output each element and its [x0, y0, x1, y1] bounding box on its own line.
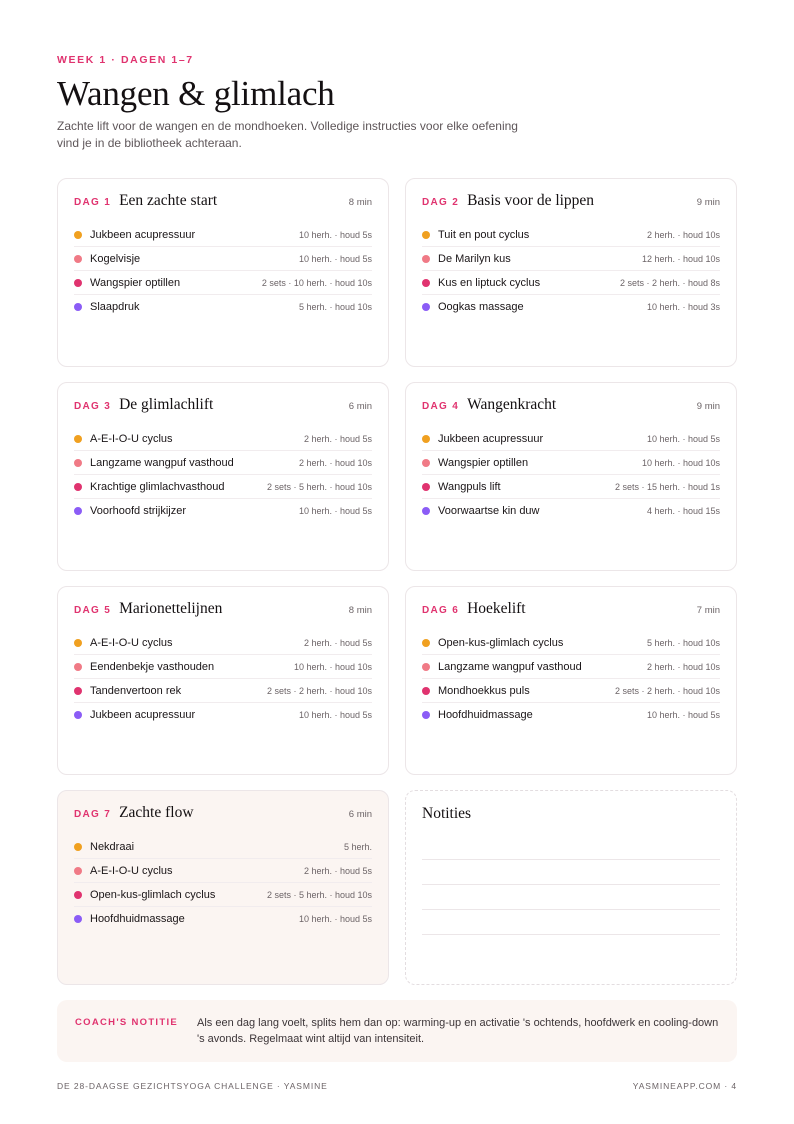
day-duration: 6 min: [348, 401, 372, 412]
exercise-detail: 10 herh. · houd 10s: [293, 661, 372, 672]
exercise-detail: 10 herh. · houd 5s: [298, 913, 372, 924]
exercise-name: Langzame wangpuf vasthoud: [90, 456, 234, 469]
day-name: De glimlachlift: [119, 396, 214, 413]
exercise-name: Kogelvisje: [90, 252, 141, 265]
exercise-name: Hoofdhuidmassage: [90, 912, 185, 925]
day-card-header: [74, 587, 372, 631]
exercise-row: [74, 703, 372, 726]
purple-dot-icon: [422, 507, 430, 515]
exercise-detail: 10 herh. · houd 5s: [298, 253, 372, 264]
exercise-name: Voorhoofd strijkijzer: [90, 504, 186, 517]
pink-dot-icon: [74, 687, 82, 695]
day-label: DAG 5: [74, 605, 112, 616]
exercise-row: [74, 679, 372, 703]
exercise-row: [74, 475, 372, 499]
exercise-row: [74, 451, 372, 475]
exercise-detail: 10 herh. · houd 5s: [298, 709, 372, 720]
pink-dot-icon: [74, 279, 82, 287]
exercise-name: Open-kus-glimlach cyclus: [438, 636, 564, 649]
note-line: [422, 860, 720, 885]
exercise-row: [422, 427, 720, 451]
exercise-detail: 10 herh. · houd 5s: [298, 229, 372, 240]
purple-dot-icon: [422, 303, 430, 311]
exercise-name: Krachtige glimlachvasthoud: [90, 480, 225, 493]
exercise-detail: 2 sets · 2 herh. · houd 10s: [266, 685, 372, 696]
exercise-detail: 2 sets · 2 herh. · houd 10s: [614, 685, 720, 696]
exercise-row: [74, 835, 372, 859]
day-name: Basis voor de lippen: [467, 192, 595, 209]
coach-note-text: Als een dag lang voelt, splits hem dan op: warming-up en activatie 's ochtends, hoofdwerk en cooling-down 's avonds. Regelmaat wint altijd van intensiteit.: [197, 1017, 719, 1045]
day-name: Zachte flow: [119, 804, 194, 821]
exercise-name: Kus en liptuck cyclus: [438, 276, 541, 289]
exercise-row: [422, 247, 720, 271]
pink-dot-icon: [422, 483, 430, 491]
day-label: DAG 1: [74, 197, 112, 208]
exercise-row: [74, 295, 372, 318]
exercise-name: Open-kus-glimlach cyclus: [90, 888, 216, 901]
day-label: DAG 2: [422, 197, 460, 208]
exercise-detail: 2 herh. · houd 10s: [298, 457, 372, 468]
day-duration: 8 min: [348, 605, 372, 616]
exercise-name: A-E-I-O-U cyclus: [90, 636, 173, 649]
purple-dot-icon: [422, 711, 430, 719]
day-duration: 6 min: [348, 809, 372, 820]
purple-dot-icon: [74, 303, 82, 311]
day-duration: 8 min: [348, 197, 372, 208]
exercise-name: Tandenvertoon rek: [90, 684, 182, 697]
day-card-2: [405, 178, 737, 367]
salmon-dot-icon: [422, 663, 430, 671]
day-label: DAG 7: [74, 809, 112, 820]
purple-dot-icon: [74, 507, 82, 515]
orange-dot-icon: [422, 435, 430, 443]
exercise-detail: 4 herh. · houd 15s: [646, 505, 720, 516]
day-card-header: [74, 383, 372, 427]
orange-dot-icon: [422, 231, 430, 239]
exercise-row: [74, 631, 372, 655]
exercise-detail: 2 herh. · houd 10s: [646, 229, 720, 240]
exercise-name: Hoofdhuidmassage: [438, 708, 533, 721]
exercise-detail: 5 herh.: [343, 841, 372, 852]
day-card-header: [74, 791, 372, 835]
day-card-5: [57, 586, 389, 775]
page-subtitle: Zachte lift voor de wangen en de mondhoeken. Volledige instructies voor elke oefening vind je in de bibliotheek achteraan.: [57, 119, 518, 150]
day-grid: [57, 178, 737, 985]
exercise-name: Jukbeen acupressuur: [90, 708, 196, 721]
day-label: DAG 6: [422, 605, 460, 616]
day-card-1: [57, 178, 389, 367]
exercise-name: Jukbeen acupressuur: [90, 228, 196, 241]
orange-dot-icon: [74, 231, 82, 239]
week-eyebrow: WEEK 1 · DAGEN 1–7: [57, 54, 194, 66]
coach-note-label: COACH'S NOTITIE: [75, 1017, 179, 1028]
orange-dot-icon: [74, 435, 82, 443]
pink-dot-icon: [74, 891, 82, 899]
exercise-row: [74, 271, 372, 295]
note-line: [422, 910, 720, 935]
purple-dot-icon: [74, 711, 82, 719]
exercise-row: [74, 655, 372, 679]
exercise-detail: 2 sets · 5 herh. · houd 10s: [266, 481, 372, 492]
exercise-detail: 10 herh. · houd 10s: [641, 457, 720, 468]
day-card-7: [57, 790, 389, 985]
exercise-detail: 5 herh. · houd 10s: [298, 301, 372, 312]
pink-dot-icon: [422, 687, 430, 695]
exercise-row: [74, 427, 372, 451]
exercise-row: [74, 859, 372, 883]
exercise-detail: 2 herh. · houd 5s: [303, 865, 372, 876]
exercise-detail: 2 herh. · houd 5s: [303, 433, 372, 444]
exercise-detail: 12 herh. · houd 10s: [641, 253, 720, 264]
salmon-dot-icon: [74, 867, 82, 875]
footer-left: DE 28-DAAGSE GEZICHTSYOGA CHALLENGE · YASMINE: [57, 1081, 328, 1091]
salmon-dot-icon: [422, 255, 430, 263]
day-name: Marionettelijnen: [119, 600, 223, 617]
exercise-name: Oogkas massage: [438, 300, 524, 313]
day-name: Hoekelift: [467, 600, 526, 617]
exercise-detail: 2 herh. · houd 10s: [646, 661, 720, 672]
exercise-detail: 2 sets · 5 herh. · houd 10s: [266, 889, 372, 900]
exercise-row: [422, 271, 720, 295]
day-label: DAG 4: [422, 401, 460, 412]
day-card-header: [422, 179, 720, 223]
exercise-row: [74, 247, 372, 271]
orange-dot-icon: [74, 843, 82, 851]
notes-title: Notities: [422, 805, 472, 822]
exercise-name: Langzame wangpuf vasthoud: [438, 660, 582, 673]
day-name: Wangenkracht: [467, 396, 557, 413]
day-duration: 9 min: [696, 197, 720, 208]
exercise-row: [74, 223, 372, 247]
exercise-row: [422, 631, 720, 655]
exercise-name: Tuit en pout cyclus: [438, 228, 530, 241]
day-card-header: [422, 383, 720, 427]
exercise-detail: 10 herh. · houd 5s: [646, 433, 720, 444]
coach-note: [57, 1000, 737, 1062]
day-card-4: [405, 382, 737, 571]
exercise-name: Wangpuls lift: [438, 480, 501, 493]
day-duration: 7 min: [696, 605, 720, 616]
exercise-name: A-E-I-O-U cyclus: [90, 864, 173, 877]
salmon-dot-icon: [74, 663, 82, 671]
salmon-dot-icon: [74, 459, 82, 467]
exercise-detail: 10 herh. · houd 3s: [646, 301, 720, 312]
exercise-name: A-E-I-O-U cyclus: [90, 432, 173, 445]
footer-right: YASMINEAPP.COM · 4: [632, 1081, 737, 1091]
exercise-row: [422, 703, 720, 726]
orange-dot-icon: [422, 639, 430, 647]
exercise-row: [74, 883, 372, 907]
exercise-name: Slaapdruk: [90, 300, 140, 313]
exercise-name: Nekdraai: [90, 840, 135, 853]
exercise-detail: 2 herh. · houd 5s: [303, 637, 372, 648]
exercise-detail: 10 herh. · houd 5s: [646, 709, 720, 720]
page-title: Wangen & glimlach: [57, 74, 335, 113]
exercise-row: [422, 655, 720, 679]
day-card-6: [405, 586, 737, 775]
notes-card: [405, 790, 737, 985]
exercise-detail: 2 sets · 10 herh. · houd 10s: [261, 277, 372, 288]
exercise-name: Jukbeen acupressuur: [438, 432, 544, 445]
day-card-header: [74, 179, 372, 223]
orange-dot-icon: [74, 639, 82, 647]
exercise-row: [422, 295, 720, 318]
day-card-header: [422, 587, 720, 631]
exercise-row: [74, 907, 372, 930]
exercise-detail: 10 herh. · houd 5s: [298, 505, 372, 516]
exercise-row: [422, 499, 720, 522]
exercise-row: [422, 679, 720, 703]
salmon-dot-icon: [422, 459, 430, 467]
day-name: Een zachte start: [119, 192, 218, 209]
note-line: [422, 885, 720, 910]
pink-dot-icon: [422, 279, 430, 287]
exercise-row: [74, 499, 372, 522]
exercise-row: [422, 451, 720, 475]
exercise-name: Wangspier optillen: [438, 456, 529, 469]
exercise-detail: 2 sets · 15 herh. · houd 1s: [614, 481, 720, 492]
exercise-name: Mondhoekkus puls: [438, 684, 530, 697]
exercise-name: Eendenbekje vasthouden: [90, 660, 215, 673]
day-card-3: [57, 382, 389, 571]
pink-dot-icon: [74, 483, 82, 491]
exercise-name: Voorwaartse kin duw: [438, 504, 540, 517]
salmon-dot-icon: [74, 255, 82, 263]
exercise-name: De Marilyn kus: [438, 252, 511, 265]
exercise-row: [422, 475, 720, 499]
day-duration: 9 min: [696, 401, 720, 412]
exercise-detail: 2 sets · 2 herh. · houd 8s: [619, 277, 720, 288]
day-label: DAG 3: [74, 401, 112, 412]
exercise-detail: 5 herh. · houd 10s: [646, 637, 720, 648]
exercise-name: Wangspier optillen: [90, 276, 181, 289]
purple-dot-icon: [74, 915, 82, 923]
exercise-row: [422, 223, 720, 247]
note-line: [422, 835, 720, 860]
